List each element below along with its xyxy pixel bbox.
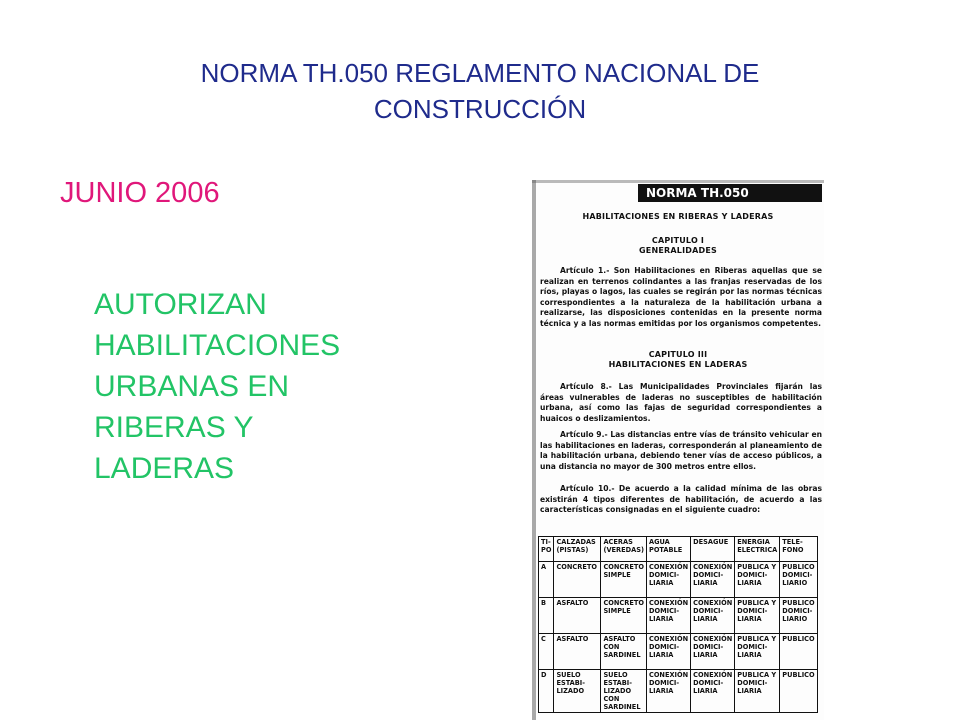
- table-cell: CONEXIÓN DOMICI-LIARIA: [691, 598, 735, 634]
- body-text: [94, 284, 340, 489]
- table-cell: ASFALTO CON SARDINEL: [601, 634, 647, 670]
- chapter-3-title: HABILITACIONES EN LADERAS: [608, 360, 748, 369]
- scan-top-edge: [532, 180, 824, 183]
- table-cell: PUBLICO: [780, 670, 817, 713]
- table-header-row: [539, 537, 818, 562]
- table-header-cell: TELE-FONO: [780, 537, 817, 562]
- table-cell: PUBLICA Y DOMICI-LIARIA: [735, 670, 780, 713]
- table-header-cell: DESAGUE: [691, 537, 735, 562]
- body-line: LADERAS: [94, 452, 235, 485]
- slide-title-line-2: CONSTRUCCIÓN: [373, 94, 587, 124]
- table-cell: D: [539, 670, 554, 713]
- table-cell: A: [539, 562, 554, 598]
- table-cell: PUBLICA Y DOMICI-LIARIA: [735, 634, 780, 670]
- table-cell: PUBLICO: [780, 634, 817, 670]
- table-row: [539, 562, 818, 598]
- body-line: URBANAS EN: [94, 370, 290, 403]
- table-cell: PUBLICA Y DOMICI-LIARIA: [735, 598, 780, 634]
- table-row: [539, 598, 818, 634]
- chapter-1-heading: CAPITULO I: [651, 236, 705, 245]
- article-9-text: Artículo 9.- Las distancias entre vías de tránsito vehicular en las habilitaciones en laderas, corresponderán al planeamiento de la habilitación urbana, debiendo tener vías de acceso públicos, a una distancia no mayor de 300 metros entre ellos.: [540, 430, 822, 471]
- article-9: [540, 430, 822, 472]
- table-cell: C: [539, 634, 554, 670]
- table-row: [539, 634, 818, 670]
- table-cell: PUBLICO DOMICI-LIARIO: [780, 562, 817, 598]
- article-10: [540, 484, 822, 516]
- table-cell: CONEXIÓN DOMICI-LIARIA: [646, 670, 690, 713]
- table-cell: PUBLICA Y DOMICI-LIARIA: [735, 562, 780, 598]
- table-cell: CONCRETO SIMPLE: [601, 562, 647, 598]
- date-label: JUNIO 2006: [60, 177, 220, 209]
- table-cell: CONEXIÓN DOMICI-LIARIA: [646, 598, 690, 634]
- table-cell: B: [539, 598, 554, 634]
- table-cell: ASFALTO: [554, 598, 601, 634]
- table-cell: CONEXIÓN DOMICI-LIARIA: [691, 634, 735, 670]
- scanned-document: [532, 180, 824, 720]
- table-cell: CONCRETO: [554, 562, 601, 598]
- slide-title: [60, 55, 900, 127]
- table-cell: SUELO ESTABI-LIZADO CON SARDINEL: [601, 670, 647, 713]
- table-cell: PUBLICO DOMICI-LIARIO: [780, 598, 817, 634]
- norma-heading: NORMA TH.050: [638, 184, 822, 202]
- article-1-text: Artículo 1.- Son Habilitaciones en Riberas aquellas que se realizan en terrenos colindantes a las franjas reservadas de los ríos, playas o lagos, las cuales se regirán por las normas técnicas correspondientes a la naturaleza de la habilitación urbana a realizarse, las disposiciones contenidas en la presente norma técnica y a las normas emitidas por los organismos competentes.: [540, 266, 822, 328]
- table-cell: CONEXIÓN DOMICI-LIARIA: [691, 562, 735, 598]
- table-header-cell: TI-PO: [539, 537, 554, 562]
- chapter-3-heading: CAPITULO III: [648, 350, 708, 359]
- scan-left-edge: [532, 180, 536, 720]
- table-row: [539, 670, 818, 713]
- article-10-text: Artículo 10.- De acuerdo a la calidad mínima de las obras existirán 4 tipos diferentes de habilitación, de acuerdo a las características consignadas en el siguiente cuadro:: [540, 484, 822, 515]
- table-cell: CONEXIÓN DOMICI-LIARIA: [646, 634, 690, 670]
- table-header-cell: AGUA POTABLE: [646, 537, 690, 562]
- document-subtitle: HABILITACIONES EN RIBERAS Y LADERAS: [582, 212, 774, 221]
- table-cell: ASFALTO: [554, 634, 601, 670]
- table-cell: CONEXIÓN DOMICI-LIARIA: [646, 562, 690, 598]
- table-cell: CONCRETO SIMPLE: [601, 598, 647, 634]
- slide-title-line-1: NORMA TH.050 REGLAMENTO NACIONAL DE: [200, 58, 760, 88]
- table-header-cell: CALZADAS (PISTAS): [554, 537, 601, 562]
- chapter-1-title: GENERALIDADES: [639, 246, 717, 255]
- table-header-cell: ACERAS (VEREDAS): [601, 537, 647, 562]
- body-line: RIBERAS Y: [94, 411, 254, 444]
- table-cell: SUELO ESTABI-LIZADO: [554, 670, 601, 713]
- article-8: [540, 382, 822, 424]
- habilitation-types-table: [538, 536, 818, 713]
- table-cell: CONEXIÓN DOMICI-LIARIA: [691, 670, 735, 713]
- body-line: AUTORIZAN: [94, 288, 267, 321]
- article-1: [540, 266, 822, 330]
- body-line: HABILITACIONES: [94, 329, 341, 362]
- table-header-cell: ENERGIA ELECTRICA: [735, 537, 780, 562]
- article-8-text: Artículo 8.- Las Municipalidades Provinciales fijarán las áreas vulnerables de laderas no susceptibles de habilitación urbana, así como las fajas de seguridad correspondientes a huaicos o deslizamientos.: [540, 382, 822, 423]
